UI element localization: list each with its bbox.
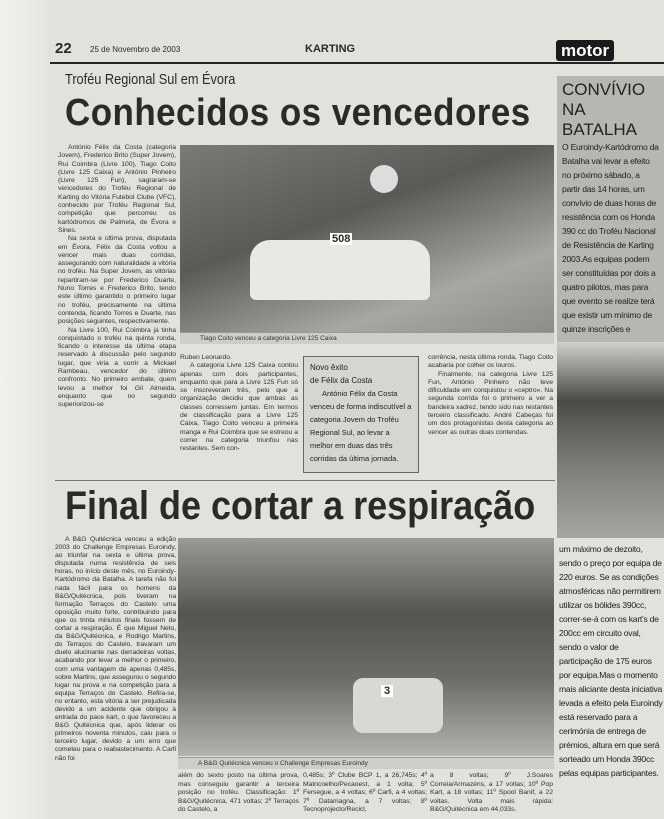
box-title: de Félix da Costa [310,376,373,385]
article1-kicker: Troféu Regional Sul em Évora [65,71,236,88]
sidebar-box-felix [303,356,419,473]
article1-col3 [428,354,553,437]
article2-bottom-col2: 0,485s; 3º Clube BCP 1, a 26,745s; 4º Matricoelho/Pecaoest, a 1 volta; 5º Fersegue, a 4 voltas; 6º Carfi, a 4 voltas; 7º Datamagna, a 7 voltas; 8º Tecnoprojecto/Recicl, [303,772,427,813]
article1-col2 [180,354,298,454]
sidebar-continued-text: um máximo de dezoito, sendo o preço por equipa de 220 euros. Se as condições atmosféricas não permitirem utilizar os bólides 390cc, correr-se-á com os kart's de 200cc em circuito oval, sendo o valor de participação de 175 euros por equipa.Mas o momento mais aliciante desta iniciativa levada a efeito pela Euroindy está reservado para a cerimónia de entrega de prémios, altura em que será sorteado um Honda 390cc pelas equipas participantes. [559,544,663,778]
paragraph: Finalmente, na categoria Livre 125 Fun, António Pinheiro não teve dificuldade em conquistou o «ceptro». Na segunda corrida foi o primeiro a ver a bandeira xadrez, tendo sido nas restantes terceiro classificado. André Cabeças foi um dos protagonistas desta categoria ao vencer as outras duas contendas. [428,370,553,436]
sidebar-title: NA BATALHA [562,100,637,139]
header-rule [50,62,664,64]
issue-date: 25 de Novembro de 2003 [90,45,181,54]
kart-photo [180,145,554,332]
photo2-caption: A B&G Quitécnica venceu o Challenge Empresas Euroindy [178,757,554,769]
helmet [370,165,398,193]
page-number: 22 [55,40,72,57]
article2-bottom-col3: a 8 voltas; 9º J.Soares Correia/Armazéns, a 17 voltas; 10º Pop Kart, a 18 voltas; 11º Spool Banif, a 22 voltas. Volta mais rápida: B&G/Quitécnica em 44,033s. [430,772,553,813]
article2-bottom-col1: além do sexto posto na última prova, mas conseguiu garantir a terceira posição no troféu. Classificação: 1º B&G/Quitécnica, 471 voltas; 2º Terraços do Castelo, a [178,772,299,813]
divider [55,480,555,481]
article1-col1 [58,144,176,410]
kart-number: 3 [381,685,393,697]
kart-shape [353,678,443,733]
section-title: KARTING [305,43,356,55]
kart-number: 508 [332,233,351,245]
sidebar-text: O Euroindy-Kartódromo da Batalha vai levar a efeito no próximo sábado, a partir das 14 horas, um convívio de duas horas de resistência com os Honda 390 cc do Troféu Nacional de Resistência de Karting 2003.As equipas podem ser constituídas por dois a quatro pilotos, mas para que evento se realize terá que existir um mínimo de quinze inscrições e [562,142,659,334]
paragraph: Ruben Leonardo. [180,354,232,361]
article2-col1 [55,536,176,763]
sidebar-column [557,76,664,538]
sidebar-title: CONVÍVIO [562,80,646,99]
article2-headline: Final de cortar a respiração [65,484,536,528]
box-text: António Félix da Costa venceu de forma indiscutível a categoria Jovem do Troféu Regional Sul, ao levar a melhor em duas das três corridas da última jornada. [310,389,412,463]
kart-shape [250,240,430,300]
paragraph: A B&G Quitécnica venceu a edição 2003 do Challenge Empresas Euroindy, ao triunfar na sexta e última prova, disputada numa resistência de seis horas, no início deste mês, no Euroindy-Kartódromo da Batalha. A tarefa não foi nada fácil para os homens da B&G/Quitécnica, pois tiveram na formação Terraços do Castelo uma oposição muito forte, contribuindo para que os trinta minutos finais fossem de cortar a respiração. É que Miguel Neto, da B&G/Quitécnica, e Rodrigo Martins, do Terraços do Castelo, travaram um duelo alucinante nas derradeiras voltas, acabando por levar a melhor o primeiro, com uma vantagem de apenas 0,485s, sobre Martins, que assegurou o segundo lugar na prova e na competição para a equipa Terraços do Castelo. Refira-se, no entanto, esta vitória a ser prejudicada devido a um acidente que obrigou à entrada do pace kart, o que favoreceu a B&G Quitécnica que, após liderar os primeiros noventa minutos, caiu para o terceiro lugar, devido a um erro que cometeu para o reabastecimento. A Carfi não foi [55,536,176,762]
motor-logo: motor [556,40,614,61]
paragraph: A categoria Livre 125 Caixa contou apenas com dois participantes, enquanto que para a Livre 125 Fun só se inscreveram três, pelo que a organização decidiu que ambas as classes corressem juntas. Em termos de classificação para a Livre 125 Caixa, Tiago Coito venceu a primeira manga e Rui Coimbra que se estreou a correr na categoria triunfou nas restantes. Sem con- [180,362,298,453]
paragraph: corrência, nesta última ronda, Tiago Coito acabaria por colher os louros. [428,354,553,370]
paragraph: Na sexta e última prova, disputada em Évora, Félix da Costa voltou a vencer mais duas corridas, assegurando com naturalidade a vitória no troféu. Na Super Jovem, as vitórias repartiram-se por Frederico Duarte, Nuno Torres e Frederico Brito, tendo este último garantido o primeiro lugar no troféu, precisamente na última contenda, ficando Torres e Duarte, nas posições seguintes, respectivamente. [58,235,176,326]
paragraph: António Félix da Costa (categoria Jovem), Frederico Brito (Super Jovem), Rui Coimbra (Livre 100), Tiago Coito (Livre 125 Caixa) e António Pinheiro (Livre 125 Fun), sagraram-se vencedores do Troféu Regional de Karting do Vitória Futebol Clube (VFC), conhecido por Troféu Regional Sul, competição que percorreu os kartódromos de Palmela, de Évora e Sines. [58,144,176,234]
page-edge [0,0,48,819]
article1-headline: Conhecidos os vencedores [65,92,531,134]
team-photo [178,538,554,756]
box-title: Novo êxito [310,363,348,372]
photo1-caption: Tiago Coito venceu a categoria Livre 125 Caixa [180,332,554,344]
track-photo [557,342,664,538]
sidebar-convivio [557,76,664,342]
paragraph: Na Livre 100, Rui Coimbra já tinha conquistado o troféu na quinta ronda, ficando o interesse da última etapa reservado à discussão pelo segundo lugar, que viria a sorrir a Mickael Rambeau, vencedor do último confronto. No primeiro embate, quem levou a melhor foi Gil Almeida, enquanto que no segundo superiorizou-se [58,326,176,409]
